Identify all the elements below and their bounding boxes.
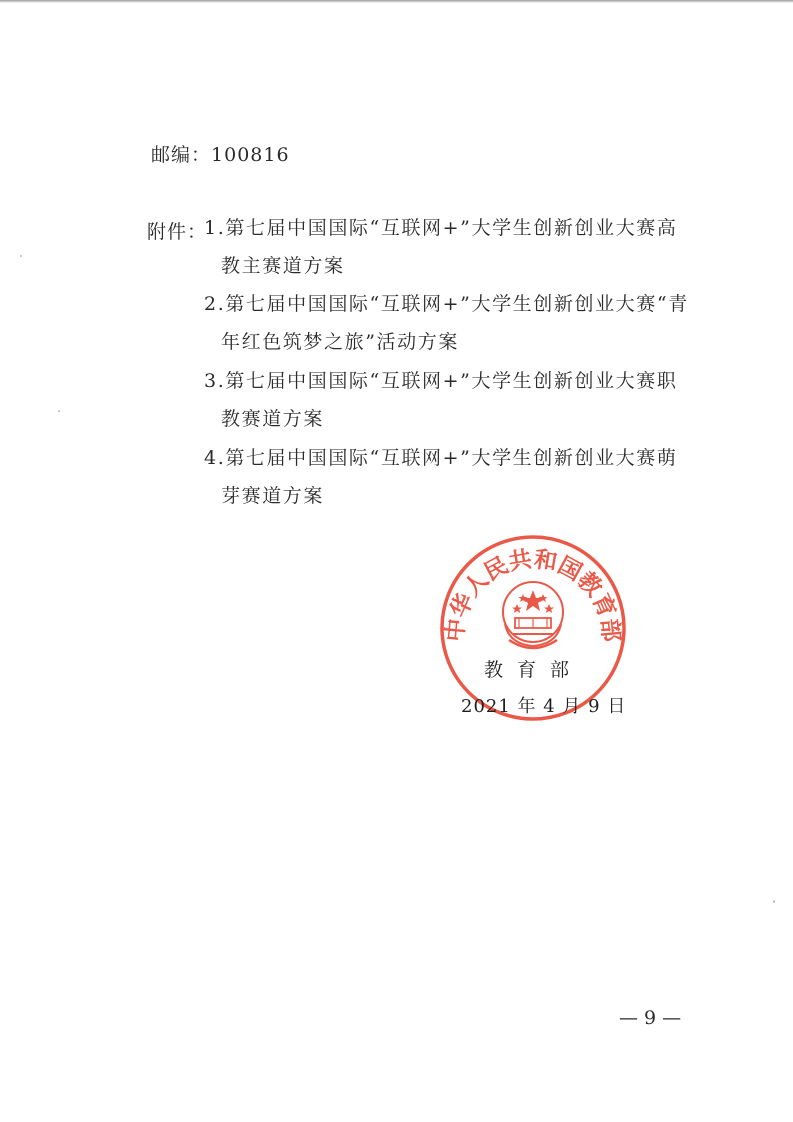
attachment-item-4 — [204, 439, 704, 515]
postcode-value: 100816 — [211, 144, 290, 166]
attachment-number: 3. — [204, 370, 226, 392]
attachment-title-line-1: 第七届中国国际“互联网+”大学生创新创业大赛高 — [225, 217, 678, 239]
scan-speck — [20, 255, 22, 257]
scan-speck — [58, 410, 60, 412]
attachment-title-line-1: 第七届中国国际“互联网+”大学生创新创业大赛职 — [225, 370, 678, 392]
scan-speck — [773, 900, 775, 903]
seal-arc-text: 中华人民共和国教育部 — [442, 546, 624, 643]
attachment-number: 4. — [204, 447, 226, 469]
attachment-title-line-2: 教赛道方案 — [221, 408, 325, 430]
attachments-label: 附件： — [147, 221, 208, 243]
postcode-line — [151, 140, 290, 167]
attachment-title-line-1: 第七届中国国际“互联网+”大学生创新创业大赛“青 — [225, 293, 689, 315]
national-emblem — [503, 582, 563, 648]
issuing-authority: 教育部 — [484, 659, 584, 681]
scan-top-edge — [0, 0, 793, 3]
attachment-item-2 — [204, 285, 704, 361]
attachment-number: 2. — [204, 293, 226, 315]
attachment-item-3 — [204, 362, 704, 438]
issue-date: 2021 年 4 月 9 日 — [461, 696, 627, 717]
page-number: — 9 — — [619, 1007, 682, 1029]
attachment-title-line-2: 年红色筑梦之旅”活动方案 — [221, 331, 459, 353]
postcode-label: 邮编 — [151, 144, 192, 166]
postcode-separator: ： — [191, 144, 212, 166]
attachment-title-line-2: 芽赛道方案 — [221, 485, 325, 507]
attachment-title-line-2: 教主赛道方案 — [221, 255, 345, 277]
attachment-number: 1. — [204, 217, 226, 239]
attachment-item-1 — [204, 209, 704, 285]
attachment-title-line-1: 第七届中国国际“互联网+”大学生创新创业大赛萌 — [225, 447, 678, 469]
